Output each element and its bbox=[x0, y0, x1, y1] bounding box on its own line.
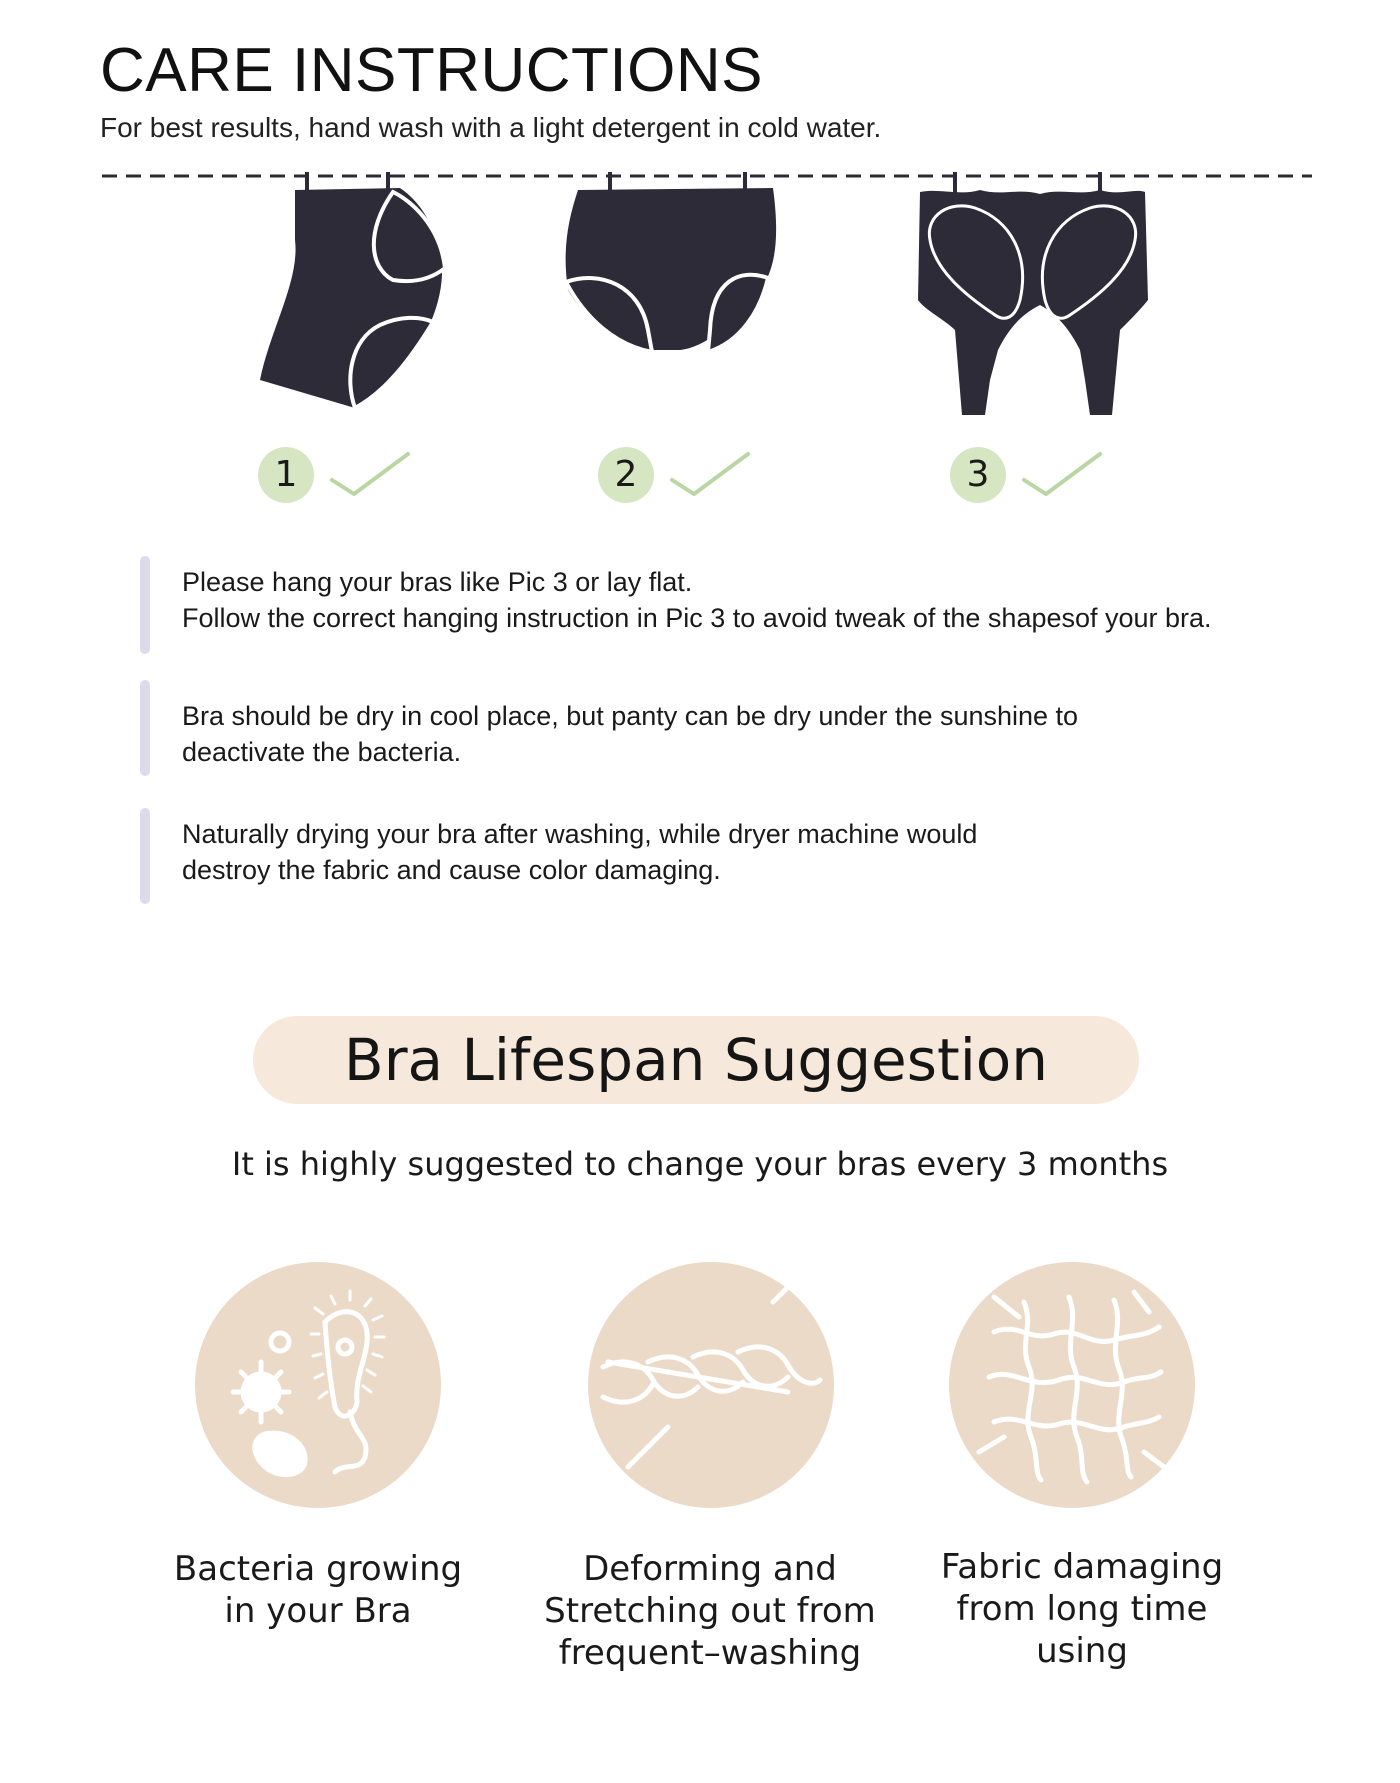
caption-line: from long time bbox=[956, 1589, 1208, 1629]
note-line: destroy the fabric and cause color damaging. bbox=[182, 855, 721, 885]
note-line: Naturally drying your bra after washing, while dryer machine would bbox=[182, 819, 978, 849]
caption-line: Bacteria growing bbox=[173, 1549, 463, 1589]
check-icon bbox=[668, 450, 752, 498]
section-title: Bra Lifespan Suggestion bbox=[343, 1026, 1049, 1094]
torn-fabric-icon bbox=[949, 1262, 1195, 1508]
torn-fabric-circle bbox=[949, 1262, 1195, 1508]
twisted-fabric-icon bbox=[588, 1262, 834, 1508]
check-icon bbox=[328, 450, 412, 498]
caption-line: frequent–washing bbox=[558, 1633, 862, 1673]
step-1-badge: 1 bbox=[258, 447, 314, 503]
hanging-high-waist-panty-icon bbox=[260, 172, 445, 408]
page-title: CARE INSTRUCTIONS bbox=[100, 36, 763, 105]
hanging-brief-icon bbox=[566, 172, 777, 352]
caption-line: using bbox=[1036, 1631, 1128, 1671]
step-2-badge: 2 bbox=[598, 447, 654, 503]
reason-caption-fabric bbox=[892, 1546, 1272, 1672]
reason-caption-bacteria bbox=[128, 1548, 508, 1632]
caption-line: Deforming and bbox=[583, 1549, 837, 1589]
note-line: Follow the correct hanging instruction in Pic 3 to avoid tweak of the shapesof your bra. bbox=[182, 603, 1212, 633]
clothesline-illustration bbox=[0, 160, 1400, 440]
caption-line: Fabric damaging bbox=[940, 1547, 1224, 1587]
note-accent-bar bbox=[140, 680, 150, 776]
caption-line: in your Bra bbox=[224, 1591, 412, 1631]
twisted-fabric-circle bbox=[588, 1262, 834, 1508]
bacteria-icon bbox=[195, 1262, 441, 1508]
hanging-bra-icon bbox=[918, 172, 1148, 415]
check-icon bbox=[1020, 450, 1104, 498]
section-subtitle: It is highly suggested to change your bras every 3 months bbox=[231, 1145, 1169, 1183]
reason-caption-deforming bbox=[520, 1548, 900, 1674]
note-line: deactivate the bacteria. bbox=[182, 737, 462, 767]
page-subtitle: For best results, hand wash with a light detergent in cold water. bbox=[100, 112, 882, 143]
caption-line: Stretching out from bbox=[544, 1591, 876, 1631]
note-accent-bar bbox=[140, 808, 150, 904]
note-accent-bar bbox=[140, 556, 150, 654]
note-line: Bra should be dry in cool place, but panty can be dry under the sunshine to bbox=[182, 701, 1079, 731]
step-3-badge: 3 bbox=[950, 447, 1006, 503]
note-line: Please hang your bras like Pic 3 or lay flat. bbox=[182, 567, 693, 597]
bacteria-circle bbox=[195, 1262, 441, 1508]
